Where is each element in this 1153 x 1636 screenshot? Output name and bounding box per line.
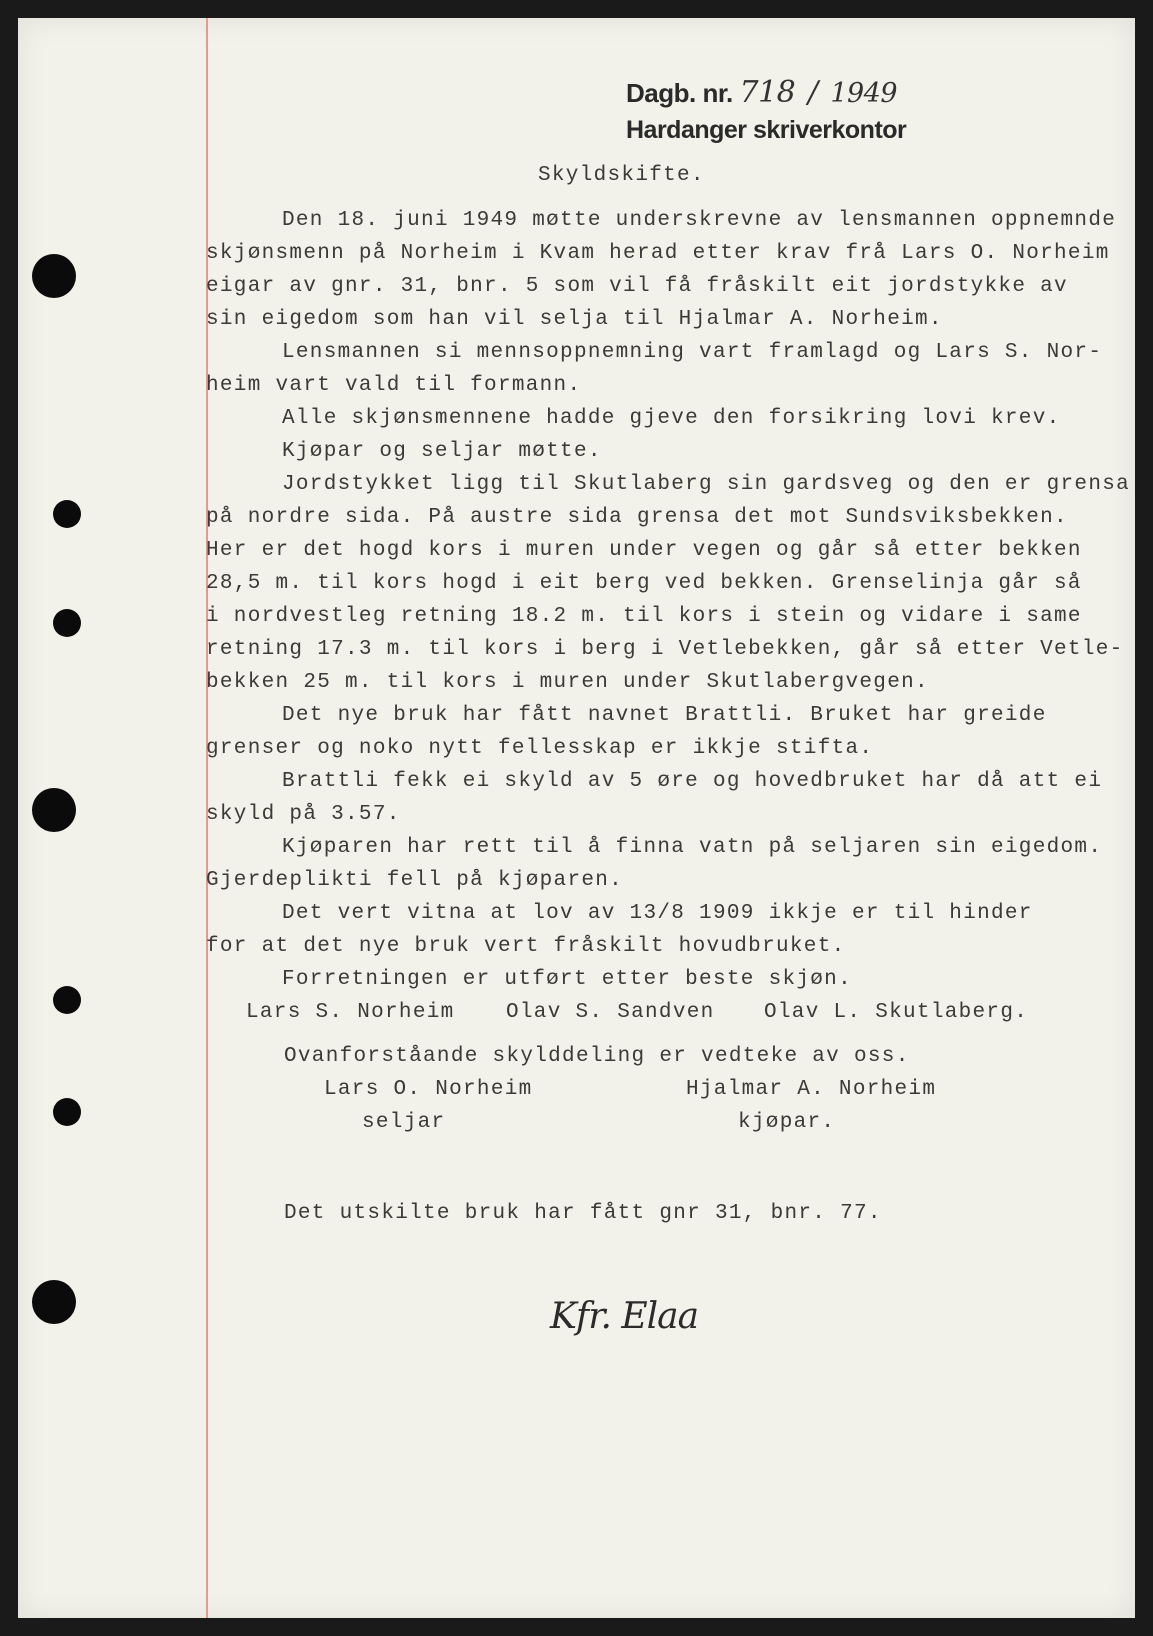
punch-hole: [32, 788, 76, 832]
stamp-number: 718: [739, 75, 796, 110]
text-line: i nordvestleg retning 18.2 m. til kors i stein og vidare i same: [206, 605, 1082, 628]
text-line: 28,5 m. til kors hogd i eit berg ved bekken. Grenselinja går så: [206, 572, 1082, 595]
punch-hole: [53, 500, 81, 528]
punch-hole: [53, 609, 81, 637]
buyer-name: Hjalmar A. Norheim: [686, 1078, 937, 1101]
document-title: Skyldskifte.: [538, 164, 705, 187]
document-page: [18, 18, 1135, 1618]
handwritten-signature: Kfr. Elaa: [550, 1296, 699, 1337]
buyer-role: kjøpar.: [738, 1111, 836, 1134]
seller-name: Lars O. Norheim: [324, 1078, 533, 1101]
punch-hole: [53, 1098, 81, 1126]
stamp-office: Hardanger skriverkontor: [626, 116, 907, 144]
text-line: sin eigedom som han vil selja til Hjalmar A. Norheim.: [206, 308, 943, 331]
seller-role: seljar: [362, 1111, 446, 1134]
text-line: heim vart vald til formann.: [206, 374, 582, 397]
witness-name: Olav S. Sandven: [506, 1001, 715, 1024]
text-line: Gjerdeplikti fell på kjøparen.: [206, 869, 624, 892]
text-line: skjønsmenn på Norheim i Kvam herad etter krav frå Lars O. Norheim: [206, 242, 1110, 265]
text-line: Forretningen er utført etter beste skjøn.: [282, 968, 852, 991]
witness-name: Olav L. Skutlaberg.: [764, 1001, 1029, 1024]
punch-hole: [32, 254, 76, 298]
text-line: bekken 25 m. til kors i muren under Skutlabergvegen.: [206, 671, 929, 694]
text-line: Den 18. juni 1949 møtte underskrevne av lensmannen oppnemnde: [282, 209, 1117, 232]
registration-note: Det utskilte bruk har fått gnr 31, bnr. 77.: [284, 1202, 882, 1225]
witness-name: Lars S. Norheim: [246, 1001, 455, 1024]
text-line: eigar av gnr. 31, bnr. 5 som vil få fråskilt eit jordstykke av: [206, 275, 1068, 298]
punch-hole: [53, 986, 81, 1014]
approval-line: Ovanforståande skylddeling er vedteke av oss.: [284, 1045, 910, 1068]
text-line: Kjøpar og seljar møtte.: [282, 440, 602, 463]
text-line: Det vert vitna at lov av 13/8 1909 ikkje er til hinder: [282, 902, 1033, 925]
text-line: Kjøparen har rett til å finna vatn på seljaren sin eigedom.: [282, 836, 1103, 859]
text-line: Her er det hogd kors i muren under vegen og går så etter bekken: [206, 539, 1082, 562]
stamp-separator: /: [807, 75, 818, 110]
stamp-prefix: Dagb. nr.: [626, 78, 733, 108]
stamp-year: 1949: [830, 78, 898, 109]
text-line: skyld på 3.57.: [206, 803, 401, 826]
text-line: for at det nye bruk vert fråskilt hovudbruket.: [206, 935, 846, 958]
text-line: grenser og noko nytt fellesskap er ikkje stifta.: [206, 737, 874, 760]
text-line: Brattli fekk ei skyld av 5 øre og hovedbruket har då att ei: [282, 770, 1103, 793]
text-line: Lensmannen si mennsoppnemning vart framlagd og Lars S. Nor-: [282, 341, 1103, 364]
registry-stamp: [626, 75, 906, 148]
punch-hole: [32, 1280, 76, 1324]
text-line: Jordstykket ligg til Skutlaberg sin gardsveg og den er grensa: [282, 473, 1131, 496]
text-line: Alle skjønsmennene hadde gjeve den forsikring lovi krev.: [282, 407, 1061, 430]
text-line: retning 17.3 m. til kors i berg i Vetlebekken, går så etter Vetle-: [206, 638, 1124, 661]
text-line: Det nye bruk har fått navnet Brattli. Bruket har greide: [282, 704, 1047, 727]
text-line: på nordre sida. På austre sida grensa det mot Sundsviksbekken.: [206, 506, 1068, 529]
